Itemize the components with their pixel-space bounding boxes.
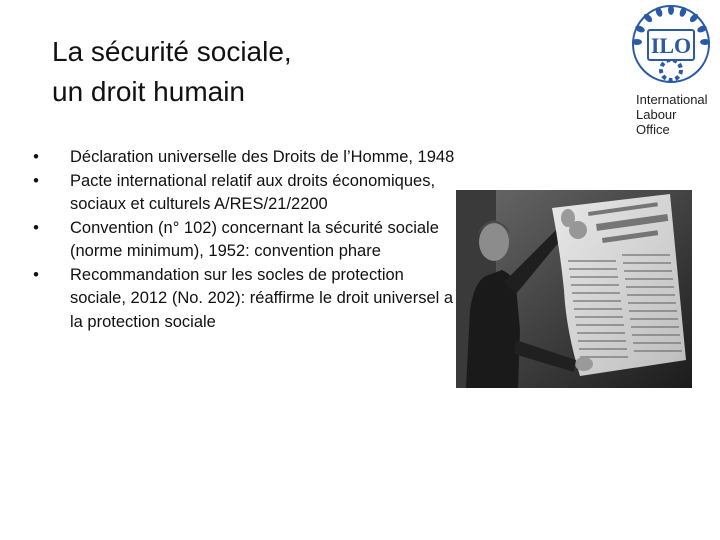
bullet-list xyxy=(28,146,458,334)
ilo-logo-text xyxy=(636,92,708,137)
bullet-icon: • xyxy=(33,265,39,284)
woman-holding-declaration-poster-photo xyxy=(456,190,692,388)
ilo-emblem-text: ILO xyxy=(650,33,692,58)
bullet-icon: • xyxy=(33,148,39,166)
ilo-logo-line-1: International xyxy=(636,92,708,107)
bullet-icon: • xyxy=(33,218,39,237)
bullet-icon: • xyxy=(33,171,39,190)
ilo-emblem-icon xyxy=(631,4,711,84)
slide-title-line-2: un droit humain xyxy=(52,76,246,107)
bullet-text: Recommandation sur les socles de protection sociale, 2012 (No. 202): réaffirme le droit universel a la protection sociale xyxy=(70,265,454,331)
ilo-logo-line-3: Office xyxy=(636,122,670,137)
bullet-item xyxy=(28,170,458,217)
bullet-text: Convention (n° 102) concernant la sécurité sociale (norme minimum), 1952: convention phare xyxy=(70,218,439,260)
slide-title xyxy=(52,32,412,112)
bullet-text: Déclaration universelle des Droits de l’Homme, 1948 xyxy=(70,148,455,166)
ilo-logo xyxy=(628,4,720,137)
bullet-item xyxy=(28,146,458,170)
bullet-item xyxy=(28,217,458,264)
bullet-item xyxy=(28,264,458,335)
ilo-logo-line-2: Labour xyxy=(636,107,677,122)
slide-title-line-1: La sécurité sociale, xyxy=(52,36,292,67)
bullet-text: Pacte international relatif aux droits économiques, sociaux et culturels A/RES/21/2200 xyxy=(70,171,436,213)
